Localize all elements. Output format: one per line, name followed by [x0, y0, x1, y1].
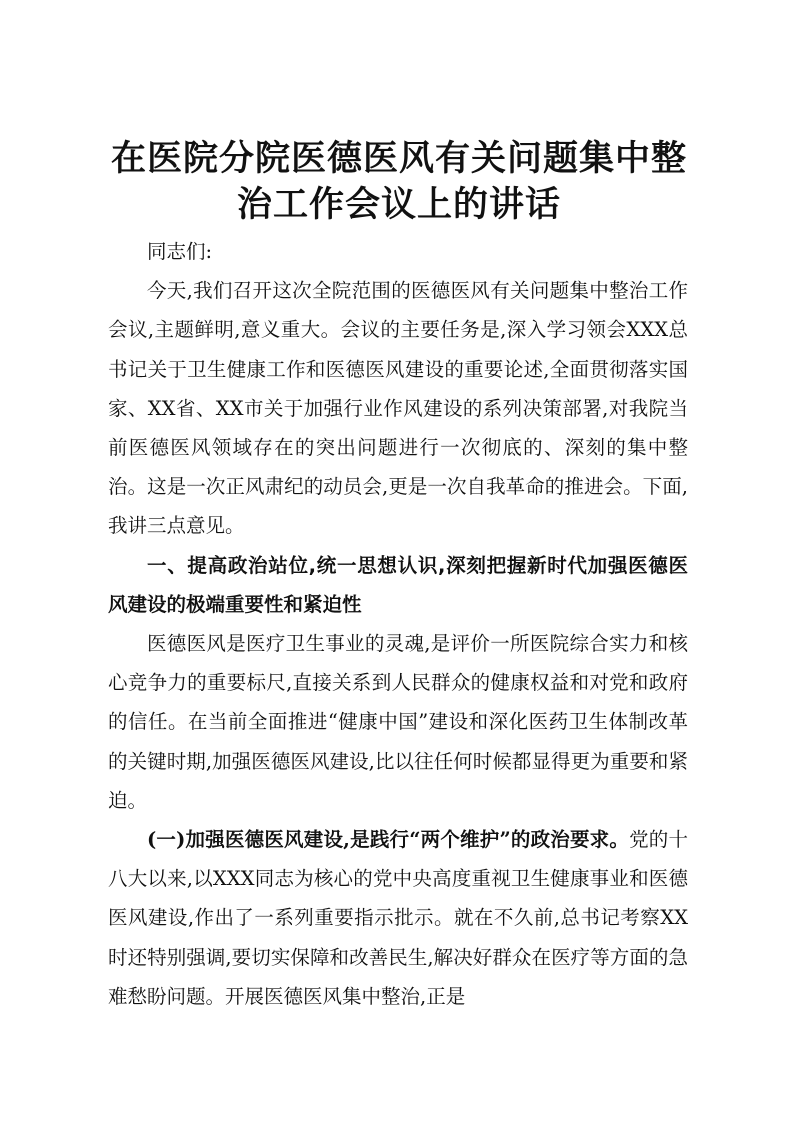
paragraph-subsection-1	[108, 820, 688, 1016]
title-line-1: 在医院分院医德医风有关问题集中整	[110, 139, 687, 179]
paragraph-intro: 今天,我们召开这次全院范围的医德医风有关问题集中整治工作会议,主题鲜明,意义重大。会议的主要任务是,深入学习领会XXX总书记关于卫生健康工作和医德医风建设的重要论述,全面贯彻落实国家、XX省、XX市关于加强行业作风建设的系列决策部署,对我院当前医德医风领域存在的突出问题进行一次彻底的、深刻的集中整治。这是一次正风肃纪的动员会,更是一次自我革命的推进会。下面,我讲三点意见。	[108, 279, 688, 538]
title-line-2: 治工作会议上的讲话	[236, 185, 561, 225]
subsection-1-text: 党的十八大以来,以XXX同志为核心的党中央高度重视卫生健康事业和医德医风建设,作出了一系列重要指示批示。就在不久前,总书记考察XX时还特别强调,要切实保障和改善民生,解决好群众在医疗等方面的急难愁盼问题。开展医德医风集中整治,正是	[108, 828, 688, 1008]
document-title	[104, 136, 694, 228]
subsection-1-lead: (一)加强医德医风建设,是践行“两个维护”的政治要求。	[147, 828, 630, 852]
salutation: 同志们:	[147, 240, 213, 263]
document-body	[108, 232, 688, 1016]
paragraph-section-1: 医德医风是医疗卫生事业的灵魂,是评价一所医院综合实力和核心竞争力的重要标尺,直接关系到人民群众的健康权益和对党和政府的信任。在当前全面推进“健康中国”建设和深化医药卫生体制改革的关键时期,加强医德医风建设,比以往任何时候都显得更为重要和紧迫。	[108, 632, 688, 812]
section-heading-1: 一、提高政治站位,统一思想认识,深刻把握新时代加强医德医风建设的极端重要性和紧迫性	[108, 553, 688, 616]
